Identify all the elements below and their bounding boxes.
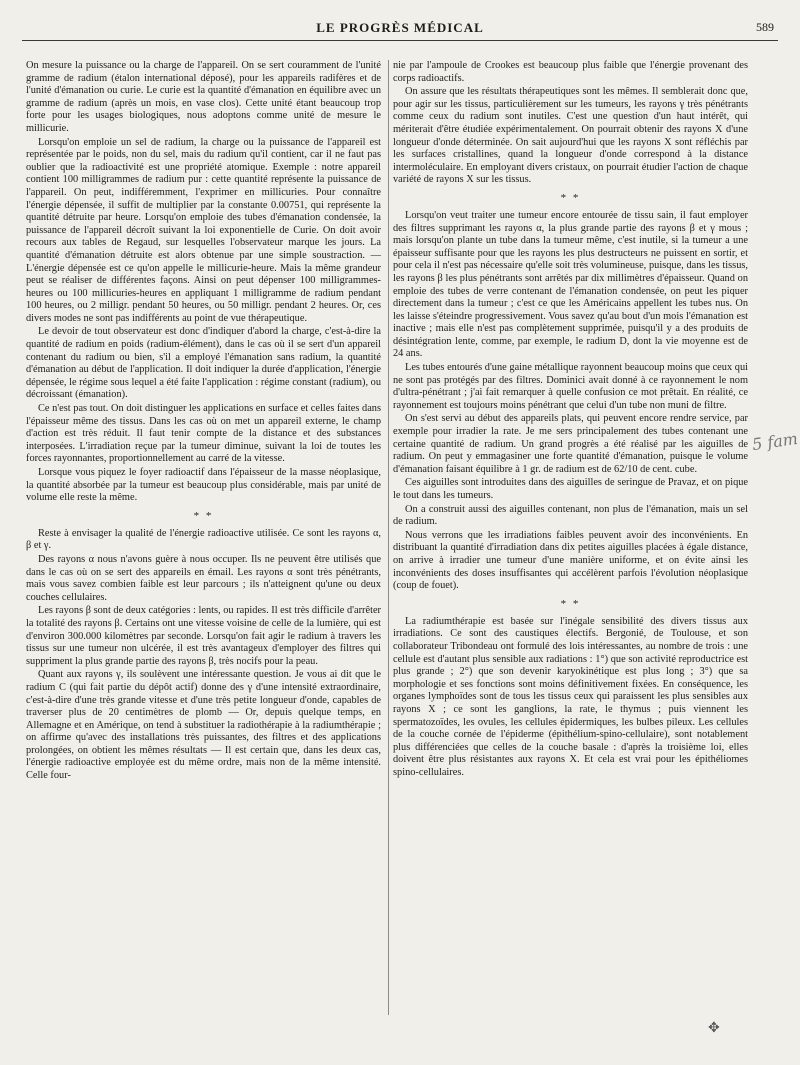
paragraph: Les rayons β sont de deux catégories : lents, ou rapides. Il est très difficile d'arrêter la totalité des rayons β. Certains ont une vitesse voisine de celle de la lumière, qui est d'environ 300.000 kilomètres par seconde. Lorsqu'on fait agir le radium à travers les tissus sur une tumeur non ulcérée, il est très avantageux d'employer des filtres qui suppriment la plus grande partie des rayons β, très nocifs pour la peau. <box>26 605 381 667</box>
left-column <box>26 60 381 784</box>
running-title: LE PROGRÈS MÉDICAL <box>316 20 484 35</box>
paragraph: Nous verrons que les irradiations faibles peuvent avoir des inconvénients. En distribuant la quantité d'irradiation dans dix petites aiguilles placées à égale distance, on arrive à irradier une tumeur d'une manière uniforme, et on évite ainsi les inconvénients des doses insuffisantes qui accélèrent parfois l'évolution néoplasique (coup de fouet). <box>393 529 748 592</box>
handwritten-margin-note: 5 fam <box>750 428 800 455</box>
paragraph: Les tubes entourés d'une gaine métallique rayonnent beaucoup moins que ceux qui ne sont pas protégés par des filtres. Dominici avait donné à ce rayonnement le nom d'ultra-pénétrant ; j'ai fait remarquer à quelle confusion ce mot prêtait. En réalité, ce rayonnement est toujours moins pénétrant que celui d'un tube non muni de filtre. <box>393 362 748 411</box>
ornament-icon: ✥ <box>708 1020 720 1036</box>
section-separator: * * <box>560 597 581 610</box>
paragraph: Lorsqu'on emploie un sel de radium, la charge ou la puissance de l'appareil est représentée par le poids, non du sel, mais du radium qu'il contient, car il ne faut pas oublier que la radioactivité est une propriété atomique. Exemple : notre appareil contient 100 milligrammes de radium pur : cette quantité représente la puissance de l'appareil. On peut, indifféremment, l'exprimer en millicuries. Pour connaître l'énergie dépensée, il suffit de multiplier par la constante 0.00751, qui représente la quantité détruite par heure. Lorsqu'on emploie des tubes d'émanation condensée, la puissance de l'appareil décroît suivant la loi exponentielle de Curie. On doit avoir recours aux tables de Regaud, sur lesquelles l'observateur marque les jours. La quantité d'émanation détruite est alors obtenue par une simple soustraction. — L'énergie dépensée est ce qu'on appelle le millicurie-heure. Mais la même grandeur peut se réaliser de différentes façons. Ainsi on peut dépenser 100 milligrammes-heures ou 100 millicuries-heures en appliquant 1 milligramme de radium pendant 100 heures, ou 2 milligr. pendant 50 heures, ou 50 milligr. pendant 2 heures. Or, ces divers modes ne sont pas indifférents au point de vue thérapeutique. <box>26 136 381 324</box>
paragraph: Lorsqu'on veut traiter une tumeur encore entourée de tissu sain, il faut employer des filtres supprimant les rayons α, la plus grande partie des rayons β et γ mous ; mais lorsqu'on plante un tube dans la tumeur même, c'est inutile, si la tumeur a une épaisseur suffisante pour que les rayons les plus destructeurs ne puissent en sortir, et pour cela il n'est pas nécessaire qu'elle soit très volumineuse, puisque, dans les tissus, les rayons β les plus pénétrants sont arrêtés par dix millimètres d'épaisseur. Quand on emploie des tubes de verre contenant de l'émanation condensée, on peut les piquer directement dans la tumeur ; c'est ce que les Américains appellent les tubes nus. On les laisse s'éteindre progressivement. Vous savez qu'au bout d'un mois l'émanation est inactive ; mais elle n'est pas complètement supprimée, puisqu'il y a des produits de désintégration lente, comme, par exemple, le radium D, dont la vie moyenne est de 24 ans. <box>393 209 748 360</box>
page-number: 589 <box>756 20 774 34</box>
page-header <box>22 20 778 41</box>
paragraph: Reste à envisager la qualité de l'énergie radioactive utilisée. Ce sont les rayons α, β et γ. <box>26 527 381 552</box>
right-column <box>393 60 748 780</box>
paragraph: Ce n'est pas tout. On doit distinguer les applications en surface et celles faites dans l'épaisseur même des tissus. Dans les cas où on met un appareil externe, le champ d'action est très réduit. Il faut tenir compte de la distance et des substances interposées. L'irradiation reçue par la tumeur diminue, suivant la loi de toutes les forces rayonnantes, proportionnellement au carré de la vitesse. <box>26 403 381 465</box>
paragraph: Des rayons α nous n'avons guère à nous occuper. Ils ne peuvent être utilisés que dans le cas où on se sert des appareils en émail. Les rayons α sont très pénétrants, mais vous savez combien faible est leur parcours ; ils n'atteignent qu'une ou deux couches cellulaires. <box>26 553 381 603</box>
paragraph: La radiumthérapie est basée sur l'inégale sensibilité des divers tissus aux irradiations. Ce sont des caustiques électifs. Bergonié, de Toulouse, et son collaborateur Tribondeau ont formulé des lois intéressantes, au nombre de trois : une cellule est d'autant plus sensible aux radiations : 1°) que son activité reproductrice est plus grande ; 2°) que son devenir karyokinétique est plus long ; 3°) que sa morphologie et ses fonctions sont moins définitivement fixées. En conséquence, les organes lymphoïdes sont de tous les tissus ceux qui paraissent les plus sensibles aux rayons X ; ce sont les ganglions, la rate, le thymus ; puis viennent les spermatozoïdes, les ovules, les cellules épidermiques, les bulbes pileux. Les cellules de la couche cornée de l'épiderme (épithélium-spino-cellulaire), sont notablement plus différenciées que celles de la couche basale : d'après la troisième loi, elles doivent être plus résistantes aux rayons X. Et cela est vrai pour les épithéliomes spino-cellulaires. <box>393 615 748 778</box>
paragraph: On a construit aussi des aiguilles contenant, non plus de l'émanation, mais un sel de radium. <box>393 503 748 528</box>
section-separator: * * <box>560 191 581 204</box>
paragraph: nie par l'ampoule de Crookes est beaucoup plus faible que l'énergie provenant des corps radioactifs. <box>393 60 748 84</box>
paragraph: On s'est servi au début des appareils plats, qui peuvent encore rendre service, par exemple pour irradier la rate. Je me sers principalement des tubes contenant une certaine quantité de radium. Un grand progrès a été réalisé par les aiguilles de radium. On peut y emmagasiner une forte quantité d'émanation, puisque le volume d'émanation faisant équilibre à 1 gr. de radium est de 62/10 de cent. cube. <box>393 413 748 475</box>
section-separator: * * <box>193 509 214 522</box>
paragraph: Le devoir de tout observateur est donc d'indiquer d'abord la charge, c'est-à-dire la quantité de radium en poids (radium-élément), dans le cas où il se sert d'un appareil contenant du radium ou bien, s'il a employé l'émanation sans radium, la quantité d'émanation au début de l'application. Il doit indiquer la durée d'application, l'énergie dépensée, le régime sous lequel a été faite l'application : régime constant (radium), ou décroissant (émanation). <box>26 326 381 401</box>
paragraph: Ces aiguilles sont introduites dans des aiguilles de seringue de Pravaz, et on pique le tout dans les tumeurs. <box>393 477 748 501</box>
column-divider <box>388 60 389 1015</box>
paragraph: On mesure la puissance ou la charge de l'appareil. On se sert couramment de l'unité gramme de radium (étalon international déposé), pour les appareils radifères et de l'unité d'émanation ou curie. Le curie est la quantité d'émanation en équilibre avec un gramme de radium (après un mois, en vase clos). Cette unité étant beaucoup trop forte pour les usages biologiques, nous adoptons comme unité de mesure le millicurie. <box>26 60 381 134</box>
paragraph: Lorsque vous piquez le foyer radioactif dans l'épaisseur de la masse néoplasique, la quantité absorbée par la tumeur est beaucoup plus considérable, mais par unité de volume elle reste la même. <box>26 467 381 504</box>
paragraph: On assure que les résultats thérapeutiques sont les mêmes. Il semblerait donc que, pour agir sur les tissus, particulièrement sur les tumeurs, les rayons γ très pénétrants comme ceux du radium sont inutiles. C'est une question d'un haut intérêt, qui mériterait d'être étudiée expérimentalement. On pourrait obtenir des rayons X d'une longueur d'onde déterminée. On sait aujourd'hui que les rayons X sont réfléchis par les surfaces cristallines, quand la longueur d'onde correspond à la distance intermoléculaire. En employant divers cristaux, on pourrait étudier l'action de chaque variété de rayons X sur les tissus. <box>393 86 748 186</box>
paragraph: Quant aux rayons γ, ils soulèvent une intéressante question. Je vous ai dit que le radium C (qui fait partie du dépôt actif) donne des γ d'une intensité extraordinaire, c'est-à-dire d'une très grande vitesse et d'une très petite longueur d'onde, capables de traverser plus de 20 centimètres de plomb — Or, depuis quelque temps, en Allemagne et en Amérique, on tend à substituer la radiothérapie à la radiumthérapie ; on affirme qu'avec des installations très puissantes, des filtres et des applications prolongées, on obtient les mêmes résultats — Il est certain que, dans les deux cas, l'énergie radioactive employée est du même ordre, mais non de la même intensité. Celle four- <box>26 669 381 782</box>
